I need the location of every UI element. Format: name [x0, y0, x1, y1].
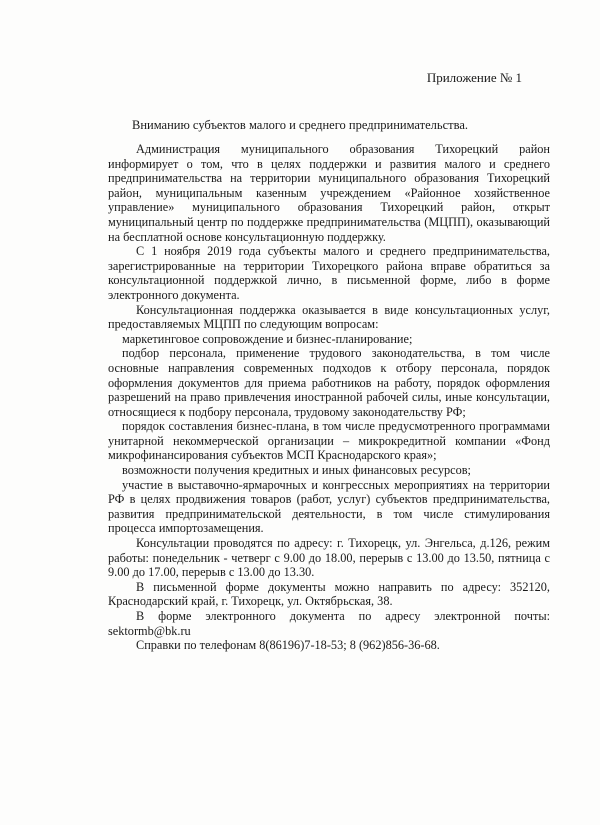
annex-label: Приложение № 1 — [426, 70, 522, 85]
paragraph-address: Консультации проводятся по адресу: г. Тихорецк, ул. Энгельса, д.126, режим работы: понедельник - четверг с 9.00 до 18.00, перерыв с 13.00 до 13.50, пятница с 9.00 до 17.00, перерыв с 13.00 до 13.30. — [108, 536, 550, 580]
list-item: маркетинговое сопровождение и бизнес-планирование; — [122, 331, 413, 346]
document-body — [108, 142, 550, 653]
paragraph-email: В форме электронного документа по адресу электронной почты: sektormb@bk.ru — [108, 609, 550, 638]
paragraph-postal: В письменной форме документы можно направить по адресу: 352120, Краснодарский край, г. Тихорецк, ул. Октябрьская, 38. — [108, 579, 550, 609]
document-title: Вниманию субъектов малого и среднего предпринимательства. — [132, 118, 468, 132]
list-item: порядок составления бизнес-плана, в том числе предусмотренного программами унитарной некоммерческой организации – микрокредитной компании «Фонд микрофинансирования субъектов МСП Краснодарского края»; — [108, 419, 550, 463]
list-item: подбор персонала, применение трудового законодательства, в том числе основные направления современных подходов к отбору персонала, порядок оформления документов для приема работников на работу, порядок оформления разрешений на право привлечения иностранной рабочей силы, иные консультации, относящиеся к подбору персонала, трудовому законодательству РФ; — [108, 346, 550, 419]
list-item: возможности получения кредитных и иных финансовых ресурсов; — [122, 463, 471, 478]
paragraph-intro: Администрация муниципального образования Тихорецкий район информирует о том, что в целях поддержки и развития малого и среднего предпринимательства на территории муниципального образования Тихорецкий район, муниципальным казенным учреждением «Районное хозяйственное управление» муниципального образования Тихорецкий район, открыт муниципальный центр по поддержке предпринимательства (МЦПП), оказывающий на бесплатной основе консультационную поддержку. — [108, 142, 550, 244]
paragraph-phones: Справки по телефонам 8(86196)7-18-53; 8 (962)856-36-68. — [136, 638, 440, 653]
paragraph-consulting: Консультационная поддержка оказывается в виде консультационных услуг, предоставляемых МЦПП по следующим вопросам: — [108, 302, 550, 332]
paragraph-start-date: С 1 ноября 2019 года субъекты малого и среднего предпринимательства, зарегистрированные на территории Тихорецкого района вправе обратиться за консультационной поддержкой лично, в письменной форме, либо в форме электронного документа. — [108, 244, 550, 302]
list-item: участие в выставочно-ярмарочных и конгрессных мероприятиях на территории РФ в целях продвижения товаров (работ, услуг) субъектов предпринимательства, развития предпринимательской деятельности, в том числе стимулирования процесса импортозамещения. — [108, 477, 550, 536]
